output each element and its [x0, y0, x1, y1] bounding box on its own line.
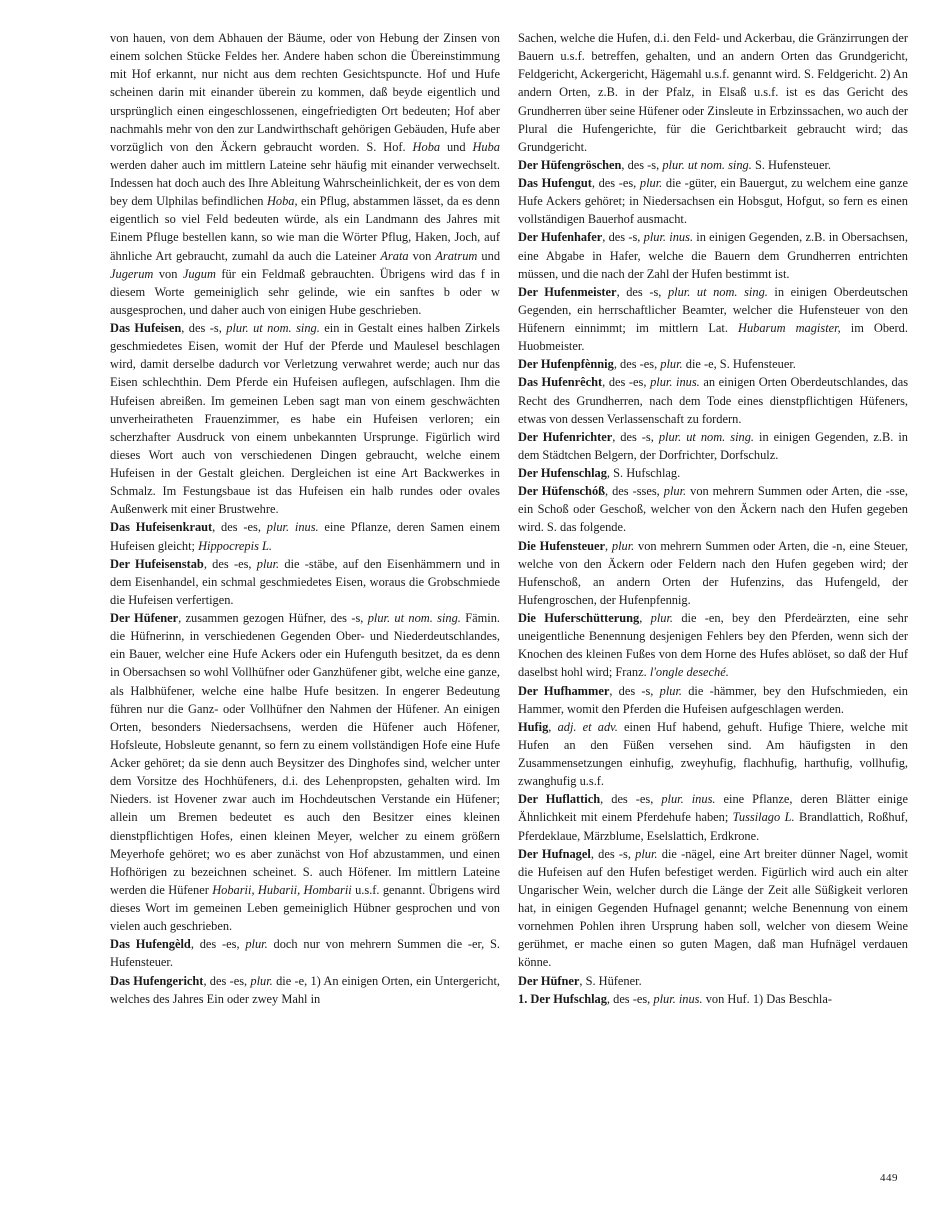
- entry-headword: Der Hufenmeister: [518, 284, 617, 299]
- entry-text: und: [440, 139, 473, 154]
- entry-text: , des -s,: [609, 683, 660, 698]
- dictionary-entry: [518, 428, 908, 464]
- entry-text: , S. Hüfener.: [579, 973, 642, 988]
- entry-text: in einigen Gegenden, z.B. in dem Städtchen Belgern, der Dorfrichter, Dorfschulz.: [518, 429, 908, 462]
- entry-headword: Der Hüfener: [110, 611, 179, 625]
- entry-headword: Das Hufeisenkraut: [110, 520, 213, 535]
- entry-italic-text: plur.: [611, 538, 635, 553]
- dictionary-entry: [518, 609, 908, 682]
- dictionary-entry: [518, 718, 908, 791]
- entry-text: u.s.f. genannt. Übrigens wird dieses Wort im gemeinen Leben gemeiniglich Hübner gesprochen und von vielen auch geschrieben.: [110, 882, 500, 934]
- entry-text: ,: [548, 719, 558, 734]
- dictionary-entry: [518, 972, 908, 990]
- entry-text: von Huf. 1) Das Beschla-: [702, 991, 832, 1006]
- entry-text: , des -sses,: [605, 484, 664, 499]
- entry-text: ,: [605, 538, 612, 553]
- entry-text: , des -es,: [613, 357, 661, 372]
- entry-text: von: [153, 266, 183, 281]
- dictionary-entry: [518, 355, 908, 373]
- entry-italic-text: plur.: [250, 973, 273, 988]
- dictionary-entry: [110, 935, 500, 971]
- entry-text: Fämin. die Hüfnerinn, in verschiedenen Gegenden Ober- und Niederdeutschlandes, ein Bauer, welcher eine Hufe Ackers oder ein Hufenguth besitzet, da es denn in Obersachsen so wohl Vollhüfner oder Ganzhüfener gibt, welche eine ganze, als Halbhüfener, welche eine halbe Hufe besitzen. In engerer Bedeutung führen nur die Ganz- oder Vollhüfner den Nahmen der Hüfener. An einigen Orten, besonders Niedersachsens, werden die Hüfener auch Höfener, Hofsleute, Hobsleute genannt, so fern zu einem vollständigen Hofe eine Hufe Acker gehöret; da sie denn auch Beysitzer des Dinghofes sind, welcher unter dem Vorsitze des Hochhüfeners, d.i. des Lehenpropsten, gehalten wird. Im Nieders. ist Hovener zwar auch im Hochdeutschen Verstande ein Hüfener; allein um Bremen bedeutet es auch den Besitzer eines kleinen dienstpflichtigen Hofes, einen kleinen Meyer, welcher zu einem größern Meyerhofe gehöret; wo es aber zunächst von Hof abzustammen, und einen Hofhörigen zu bezeichnen scheinet. S. auch Höfener. Im mittlern Lateine werden die Hüfener: [110, 611, 500, 897]
- dictionary-entry: [110, 518, 500, 554]
- entry-headword: Das Hufengut: [518, 176, 592, 190]
- entry-italic-text: adj. et adv.: [557, 719, 618, 734]
- entry-text: und: [477, 248, 500, 263]
- entry-italic-text: Huba: [472, 139, 500, 154]
- dictionary-entry: [518, 482, 908, 536]
- entry-italic-text: l'ongle deseché.: [649, 665, 729, 680]
- entry-headword: Der Hufhammer: [518, 683, 610, 698]
- entry-text: , zusammen gezogen Hüfner, des -s,: [178, 611, 368, 625]
- entry-headword: 1. Der Hufschlag: [518, 991, 607, 1006]
- entry-italic-text: plur.: [256, 556, 280, 571]
- entry-text: , des -es,: [203, 556, 257, 571]
- entry-headword: Das Hufengèld: [110, 937, 191, 952]
- dictionary-entry: [518, 283, 908, 356]
- entry-text: einen Huf habend, gehuft. Hufige Thiere, welche mit Hufen an den Füßen versehen sind. Am häufigsten in den Zusammensetzungen einhufig, zweyhufig, flachhufig, harthufig, vollhufig, zwanghufig u.s.f.: [518, 719, 908, 789]
- entry-headword: Der Hufeisenstab: [110, 556, 204, 571]
- entry-text: , des -s,: [616, 284, 668, 299]
- dictionary-entry: [518, 228, 908, 282]
- entry-italic-text: plur.: [635, 846, 658, 861]
- page-number: 449: [880, 1172, 898, 1184]
- entry-text: von: [408, 248, 436, 263]
- entry-text: , des -es,: [190, 937, 246, 952]
- entry-text: , des -s,: [602, 230, 644, 245]
- entry-italic-text: plur. inus.: [661, 792, 716, 807]
- entry-text: S. Hufensteuer.: [751, 157, 831, 172]
- entry-headword: Hufig: [518, 719, 549, 734]
- entry-text: , des -es,: [606, 991, 654, 1006]
- entry-text: , des -s,: [181, 321, 227, 335]
- entry-text: eine Pflanze, deren Blätter einige Ähnlichkeit mit einem Pferdehufe haben;: [518, 792, 908, 825]
- dictionary-entry: [110, 609, 500, 935]
- entry-text: die -nägel, eine Art breiter dünner Nagel, womit die Hufeisen auf den Hufen befestiget werden. Figürlich wird auch ein alter Ungarischer Wein, welcher durch die Länge der Zeit alle Süßigkeit verloren hat, in einigen Gegenden Hufnagel genannt; welche Benennung von einem vornehmen Pohlen ihren Ursprung haben soll, welcher von diesem Weine gerühmet, er mache einen so guten Magen, daß man Hufnägel verdauen könne.: [518, 846, 908, 970]
- entry-italic-text: plur.: [660, 357, 683, 372]
- entry-text: die -hämmer, bey den Hufschmieden, ein Hammer, womit den Pferden die Hufeisen aufgeschlagen werden.: [518, 683, 908, 716]
- entry-italic-text: plur. inus.: [643, 230, 694, 245]
- entry-headword: Der Hüfenschóß: [518, 484, 606, 499]
- dictionary-entry: [518, 845, 908, 972]
- entry-headword: Der Hüfengröschen: [518, 157, 622, 172]
- entry-italic-text: plur. ut nom. sing.: [662, 157, 752, 172]
- entry-headword: Der Hufenrichter: [518, 429, 613, 444]
- entry-text: , des -es,: [203, 973, 251, 988]
- entry-italic-text: Hobarii, Hubarii, Hombarii: [212, 882, 352, 897]
- entry-text: die -e, 1) An einigen Orten, ein Untergericht, welches des Jahres Ein oder zwey Mahl in: [110, 973, 500, 1006]
- entry-text: die -güter, ein Bauergut, zu welchem eine ganze Hufe Ackers gehöret; in Niedersachsen ein Hobsgut, Hofgut, so fern es einen vollständigen Bauerhof ausmacht.: [518, 176, 908, 227]
- entry-text: in einigen Gegenden, z.B. in Obersachsen, eine Abgabe in Hafer, welche die Bauern dem Grundherren entrichten müssen, und die nach der Zahl der Hufen bestimmt ist.: [518, 230, 908, 281]
- entry-headword: Die Hufensteuer: [518, 538, 606, 553]
- entry-italic-text: plur.: [639, 176, 663, 190]
- right-column: [518, 29, 908, 1149]
- entry-text: ,: [639, 611, 651, 625]
- entry-headword: Das Hufeisen: [110, 321, 182, 335]
- entry-italic-text: plur. ut nom. sing.: [667, 284, 768, 299]
- entry-text: eine Pflanze, deren Samen einem Hufeisen gleicht;: [110, 520, 500, 553]
- dictionary-entry: [518, 174, 908, 228]
- entry-headword: Der Huflattich: [518, 792, 601, 807]
- entry-text: , des -s,: [621, 157, 663, 172]
- dictionary-entry: [110, 972, 500, 1008]
- entry-text: an einigen Orten Oberdeutschlandes, das Recht des Grundherren, nach dem Tode eines dienstpflichtigen Hüfeners, etwas von dessen Verlassenschaft zu fordern.: [518, 375, 908, 426]
- entry-text: in einigen Oberdeutschen Gegenden, ein herrschaftlicher Beamter, welcher die Hufensteuer von den Hüfenern einnimmt; im mittlern Lat.: [518, 284, 908, 335]
- entry-text: von mehrern Summen oder Arten, die -sse, ein Schoß oder Geschoß, welcher von den Äckern nach den Hufen gegeben wird. S. das folgende.: [518, 484, 908, 535]
- entry-text: , des -es,: [591, 176, 640, 190]
- entry-italic-text: Aratrum: [435, 248, 478, 263]
- dictionary-entry: [110, 29, 500, 319]
- entry-italic-text: plur. inus.: [653, 991, 703, 1006]
- entry-italic-text: Arata: [380, 248, 409, 263]
- entry-text: , des -es,: [212, 520, 267, 535]
- entry-italic-text: plur. ut nom. sing.: [658, 429, 755, 444]
- dictionary-entry: [518, 537, 908, 610]
- entry-text: ein Pflug, abstammen lässet, da es denn eigentlich so viel Feld bedeuten würde, als ein Landmann des Jahres mit Einem Pfluge bestellen kann, so wie man die Wörter Pflug, Haken, Joch, auf ähnliche Art gebraucht, zumahl da auch die Lateiner: [110, 194, 500, 263]
- entry-text: ein in Gestalt eines halben Zirkels geschmiedetes Eisen, womit der Huf der Pferde und Maulesel beschlagen wird, damit derselbe dadurch vor Verletzung verwahret werde; auch nur das Eisen schlechthin. Dem Pferde ein Hufeisen auflegen, aufschlagen. Ihm die Hufeisen abreißen. Im gemeinen Leben sagt man von einem geschwächten unverheiratheten Frauenzimmer, es habe ein Hufeisen verloren; ein scherzhafter Ausdruck von einem unbekannten Ursprunge. Figürlich wird dieses Wort auch von verschiedenen Dingen gebraucht, welche einem Hufeisen in der Gestalt gleichen. Dergleichen ist eine Art Backwerkes in Schmalz. Im Festungsbaue ist das Hufeisen ein halb rundes oder ovales Außenwerk mit einer Brustwehre.: [110, 321, 500, 517]
- dictionary-entry: [518, 682, 908, 718]
- entry-text: von mehrern Summen oder Arten, die -n, eine Steuer, welche von den Äckern oder Feldern nach den Hufen gegeben wird; der Hufenschoß, an andern Orten der Hufenzins, das Hufengeld, der Hufengroschen, der Hufenpfennig.: [518, 538, 908, 607]
- entry-italic-text: plur. ut nom. sing.: [367, 611, 461, 625]
- entry-headword: Der Hufenschlag: [518, 466, 607, 480]
- entry-headword: Der Hufenpfènnig: [518, 357, 614, 372]
- dictionary-entry: [518, 29, 908, 156]
- entry-headword: Der Hüfner: [518, 973, 580, 988]
- entry-italic-text: Jugerum: [110, 266, 154, 281]
- dictionary-entry: [518, 990, 908, 1008]
- entry-italic-text: Hoba,: [266, 194, 298, 209]
- entry-italic-text: plur.: [663, 484, 687, 499]
- entry-italic-text: Hoba: [412, 139, 441, 154]
- entry-italic-text: Tussilago L.: [732, 810, 795, 825]
- left-column: [110, 29, 500, 1181]
- entry-text: , des -es,: [602, 375, 651, 390]
- entry-text: die -stäbe, auf den Eisenhämmern und in dem Eisenhandel, ein schmal geschmiedetes Eisen, woraus die Grobschmiede die Hufeisen verfertigen.: [110, 556, 500, 607]
- entry-headword: Die Huferschütterung: [518, 611, 640, 625]
- entry-italic-text: plur. inus.: [266, 520, 319, 535]
- entry-italic-text: plur. ut nom. sing.: [226, 321, 320, 335]
- entry-text: die -e, S. Hufensteuer.: [682, 357, 796, 372]
- entry-text: doch nur von mehrern Summen die -er, S. Hufensteuer.: [110, 937, 500, 970]
- entry-italic-text: plur.: [659, 683, 683, 698]
- entry-italic-text: Hubarum magister,: [738, 321, 841, 335]
- entry-headword: Das Hufenrêcht: [518, 375, 603, 390]
- entry-italic-text: plur.: [650, 611, 674, 625]
- entry-italic-text: plur.: [245, 937, 268, 952]
- entry-text: , des -es,: [600, 792, 662, 807]
- entry-text: , des -s,: [612, 429, 659, 444]
- entry-text: im Oberd. Huobmeister.: [518, 321, 908, 354]
- entry-italic-text: plur. inus.: [650, 375, 700, 390]
- entry-text: werden daher auch im mittlern Lateine sehr häufig mit einander verwechselt. Indessen hat doch auch des Ihre Ableitung Wahrscheinlichkeit, der es von dem bey dem Ulphilas befindlichen: [110, 157, 500, 209]
- entry-text: , S. Hufschlag.: [606, 466, 681, 480]
- dictionary-entry: [518, 373, 908, 427]
- dictionary-entry: [518, 464, 908, 482]
- entry-text: Sachen, welche die Hufen, d.i. den Feld- und Ackerbau, die Gränzirrungen der Bauern u.s.f. betreffen, gehalten, und an andern Orten das Grundgericht, Feldgericht, Ackergericht, Hägemahl u.s.f. genannt wird. S. Feldgericht. 2) An andern Orten, z.B. in der Pfalz, in Elsaß u.s.f. ist es das Gericht des Grundherren über seine Hüfener oder Zinsleute in Erbzinssachen, wo auch der Plural die Hufengerichte, für die Gerichtbarkeit gebraucht wird; das Grundgericht.: [518, 31, 908, 154]
- dictionary-entry: [518, 156, 908, 174]
- entry-italic-text: Jugum: [182, 266, 216, 281]
- entry-text: , des -s,: [590, 846, 636, 861]
- dictionary-entry: [110, 555, 500, 609]
- entry-text: Brandlattich, Roßhuf, Pferdeklaue, Märzblume, Eselslattich, Erdkrone.: [518, 810, 908, 843]
- entry-italic-text: Hippocrepis L.: [198, 538, 272, 553]
- dictionary-entry: [518, 790, 908, 844]
- entry-text: von hauen, von dem Abhauen der Bäume, oder von Hebung der Zinsen von einem solchen Stücke Feldes her. Andere haben schon die Übereinstimmung mit Hof erkannt, nur nicht aus dem rechten Gesichtspuncte. Hof und Hufe scheinen darin mit einander überein zu kommen, daß beyde eigentlich und ursprünglich einen eingeschlossenen, eingefriedigten Ort bedeuten; Hof aber nachmahls mehr von den zur Landwirthschaft gehörigen Gebäuden, Hufe aber vorzüglich von den Äckern gebraucht worden. S. Hof.: [110, 31, 500, 154]
- dictionary-entry: [110, 319, 500, 518]
- entry-headword: Der Hufnagel: [518, 846, 591, 861]
- entry-headword: Der Hufenhafer: [518, 230, 603, 245]
- entry-text: für ein Feldmaß gebrauchten. Übrigens wird das f in diesem Worte gemeiniglich sehr gelinde, wie ein sanftes b oder w ausgesprochen, und daher auch von einigen Hube geschrieben.: [110, 266, 500, 317]
- entry-text: die -en, bey den Pferdeärzten, eine sehr uneigentliche Benennung desjenigen Fehlers bey den Pferden, wenn sich der Knochen des kleinen Fußes von dem Horne des Hufes ablöset, so daß der Huf daselbst hohl wird; Franz.: [518, 611, 908, 680]
- entry-headword: Das Hufengericht: [110, 973, 204, 988]
